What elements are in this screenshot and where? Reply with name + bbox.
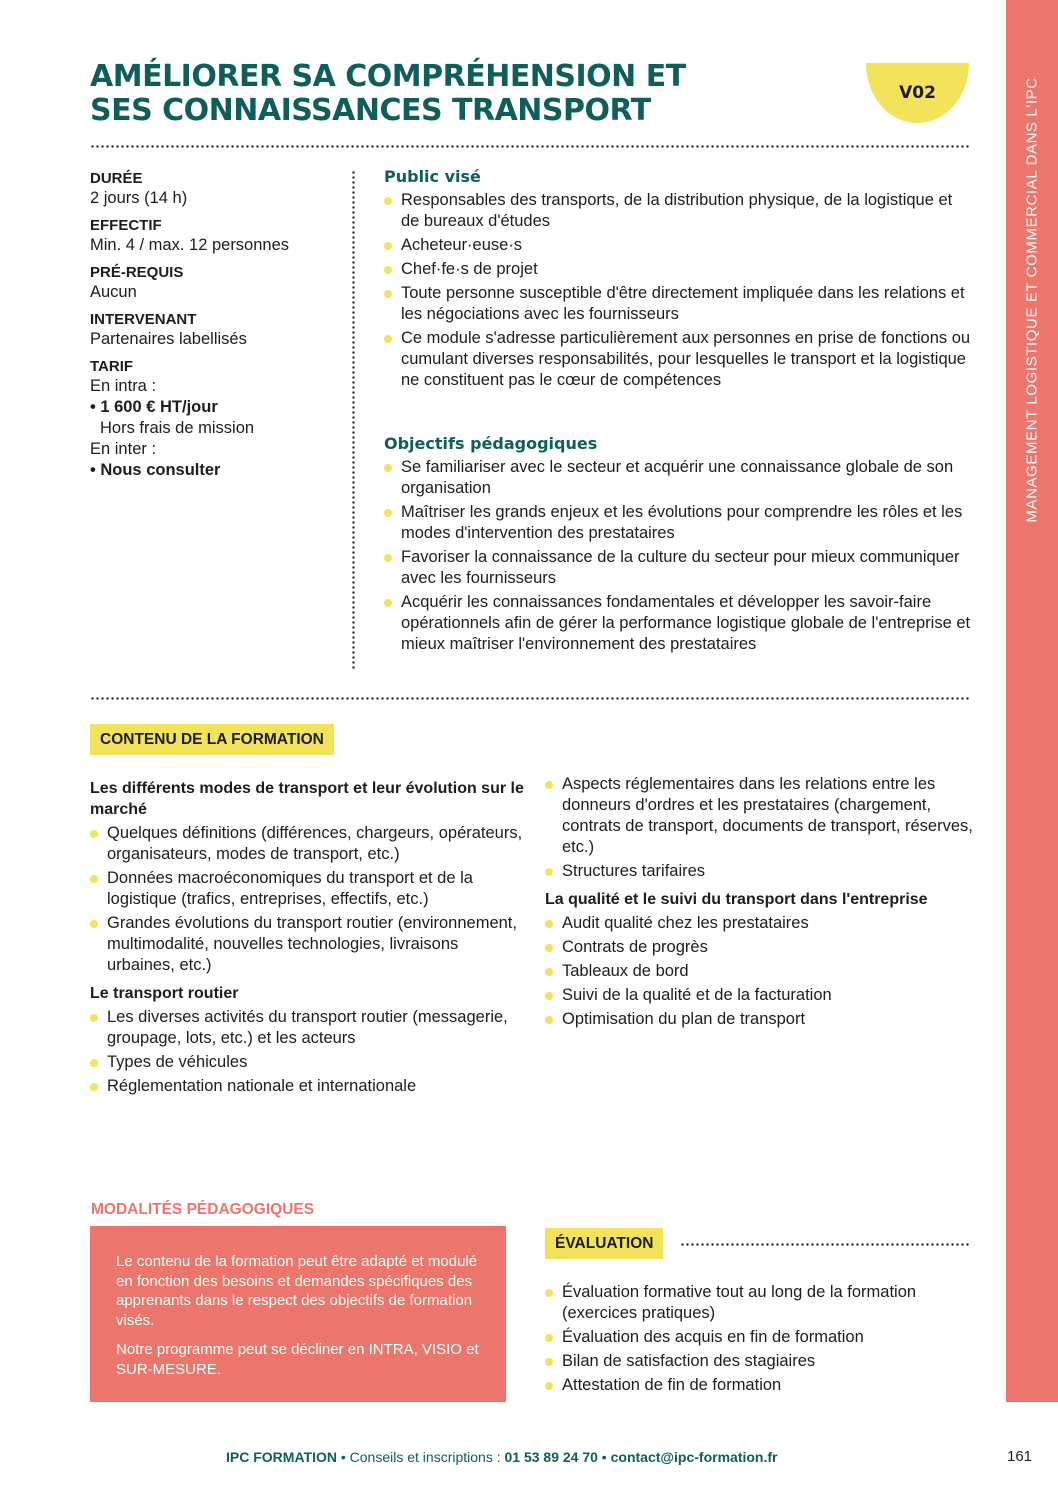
contenu-list: [90, 823, 530, 976]
page-number: 161: [1007, 1448, 1033, 1465]
footer-separator: •: [336, 1449, 350, 1465]
list-item: Contrats de progrès: [545, 937, 975, 958]
contenu-right-column: [545, 774, 975, 1030]
list-item: Optimisation du plan de transport: [545, 1009, 975, 1030]
list-item: Réglementation nationale et internationale: [90, 1076, 530, 1097]
effectif-label: EFFECTIF: [90, 217, 162, 234]
list-item: Types de véhicules: [90, 1052, 530, 1073]
divider-top: [90, 145, 970, 148]
modalites-paragraph: Notre programme peut se décliner en INTRA, VISIO et SUR-MESURE.: [116, 1341, 479, 1378]
contenu-list: [90, 1007, 530, 1097]
footer-phone[interactable]: 01 53 89 24 70: [504, 1449, 598, 1465]
contenu-section-title: La qualité et le suivi du transport dans l'entreprise: [545, 891, 928, 908]
list-item: Attestation de fin de formation: [545, 1375, 975, 1396]
tarif-intra-note: Hors frais de mission: [100, 419, 255, 437]
objectifs-heading: Objectifs pédagogiques: [384, 434, 598, 453]
public-list: [384, 190, 974, 391]
list-item: Ce module s'adresse particulièrement aux personnes en prise de fonctions ou cumulant diverses responsabilités, pour lesquelles le transport et la logistique ne constituent pas le cœur de compétences: [384, 328, 974, 391]
footer-separator: •: [597, 1449, 611, 1465]
list-item: Aspects réglementaires dans les relations entre les donneurs d'ordres et les prestataires (chargement, contrats de transport, documents de transport, réserves, etc.): [545, 774, 975, 858]
modalites-paragraph: Le contenu de la formation peut être adapté et modulé en fonction des besoins et demandes spécifiques des apprenants dans le respect des objectifs de formation visés.: [116, 1253, 478, 1329]
footer: [226, 1449, 778, 1465]
list-item: Chef·fe·s de projet: [384, 259, 974, 280]
public-heading: Public visé: [384, 167, 481, 186]
footer-contact-label: Conseils et inscriptions :: [349, 1449, 505, 1465]
list-item: Responsables des transports, de la distribution physique, de la logistique et de bureaux d'études: [384, 190, 974, 232]
divider-evaluation: [680, 1243, 970, 1246]
side-band-label: MANAGEMENT LOGISTIQUE ET COMMERCIAL DANS L'IPC: [1023, 77, 1041, 523]
list-item: Suivi de la qualité et de la facturation: [545, 985, 975, 1006]
list-item: Toute personne susceptible d'être directement impliquée dans les relations et les négociations avec les fournisseurs: [384, 283, 974, 325]
footer-brand: IPC FORMATION: [226, 1449, 337, 1465]
list-item: Les diverses activités du transport routier (messagerie, groupage, lots, etc.) et les acteurs: [90, 1007, 530, 1049]
title-line-1: AMÉLIORER SA COMPRÉHENSION ET: [90, 59, 686, 94]
contenu-left-column: [90, 778, 530, 1097]
contenu-list: [545, 913, 975, 1030]
list-item: Acquérir les connaissances fondamentales et développer les savoir-faire opérationnels afin de gérer la performance logistique globale de l'entreprise et mieux maîtriser l'environnement des prestataires: [384, 592, 974, 655]
contenu-list: [545, 774, 975, 882]
tarif-inter-label: En inter :: [90, 440, 157, 458]
contenu-section-title: Le transport routier: [90, 985, 239, 1002]
duree-value: 2 jours (14 h): [90, 189, 188, 207]
public-section: [384, 167, 974, 391]
list-item: Maîtriser les grands enjeux et les évolutions pour comprendre les rôles et les modes d'intervention des prestataires: [384, 502, 974, 544]
title-line-2: SES CONNAISSANCES TRANSPORT: [90, 93, 651, 128]
list-item: Acheteur·euse·s: [384, 235, 974, 256]
modalites-title: MODALITÉS PÉDAGOGIQUES: [91, 1201, 315, 1218]
page-title: [90, 60, 810, 128]
divider-middle: [90, 697, 970, 700]
tarif-label: TARIF: [90, 358, 134, 375]
course-code-badge: V02: [866, 63, 969, 123]
list-item: Évaluation des acquis en fin de formation: [545, 1327, 975, 1348]
list-item: Quelques définitions (différences, chargeurs, opérateurs, organisateurs, modes de transport, etc.): [90, 823, 530, 865]
modalites-box: [90, 1226, 506, 1402]
list-item: Évaluation formative tout au long de la formation (exercices pratiques): [545, 1282, 975, 1324]
effectif-value: Min. 4 / max. 12 personnes: [90, 236, 290, 254]
list-item: Audit qualité chez les prestataires: [545, 913, 975, 934]
prerequis-value: Aucun: [90, 283, 137, 301]
intervenant-value: Partenaires labellisés: [90, 330, 247, 348]
objectifs-section: [384, 434, 974, 655]
prerequis-label: PRÉ-REQUIS: [90, 264, 184, 281]
list-item: Bilan de satisfaction des stagiaires: [545, 1351, 975, 1372]
list-item: Structures tarifaires: [545, 861, 975, 882]
footer-email[interactable]: contact@ipc-formation.fr: [610, 1449, 778, 1465]
tarif-inter-value: • Nous consulter: [90, 461, 221, 479]
list-item: Données macroéconomiques du transport et de la logistique (trafics, entreprises, effectifs, etc.): [90, 868, 530, 910]
contenu-tag: CONTENU DE LA FORMATION: [90, 724, 334, 755]
evaluation-tag: ÉVALUATION: [545, 1228, 663, 1259]
tarif-intra-label: En intra :: [90, 377, 157, 395]
list-item: Grandes évolutions du transport routier (environnement, multimodalité, nouvelles technologies, livraisons urbaines, etc.): [90, 913, 530, 976]
tarif-intra-price: • 1 600 € HT/jour: [90, 398, 218, 416]
objectifs-list: [384, 457, 974, 655]
list-item: Se familiariser avec le secteur et acquérir une connaissance globale de son organisation: [384, 457, 974, 499]
list-item: Tableaux de bord: [545, 961, 975, 982]
evaluation-list: [545, 1282, 975, 1396]
divider-vertical: [352, 170, 355, 670]
intervenant-label: INTERVENANT: [90, 311, 197, 328]
contenu-section-title: Les différents modes de transport et leur évolution sur le marché: [90, 780, 524, 818]
duree-label: DURÉE: [90, 170, 143, 187]
course-info: [90, 170, 340, 481]
list-item: Favoriser la connaissance de la culture du secteur pour mieux communiquer avec les fournisseurs: [384, 547, 974, 589]
